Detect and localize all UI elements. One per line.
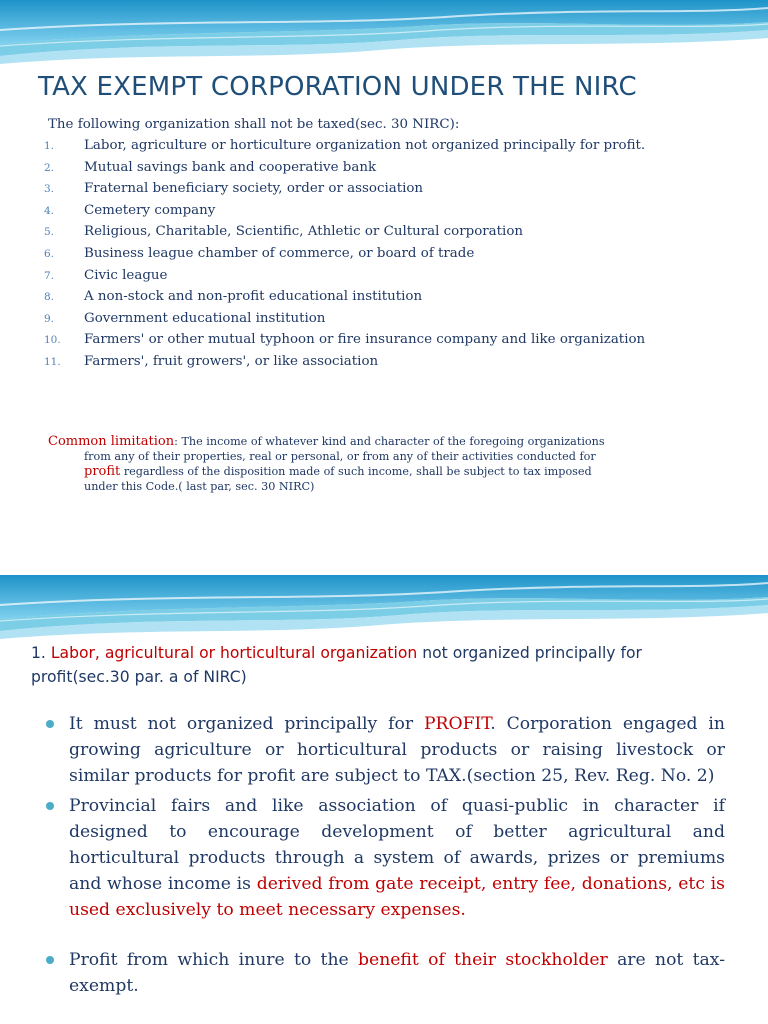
- bullet-emphasis: PROFIT: [423, 714, 491, 734]
- bullet-emphasis: benefit of their stockholder: [358, 950, 608, 970]
- bullet-text: Provincial fairs and like association of quasi-public in character if designed to encourage development of better agricultural and horticultural products through a system of awards, prizes or premiums and whose income is: [69, 796, 725, 894]
- bullet-text: are not tax-exempt.: [69, 950, 726, 996]
- common-limitation-text-3: regardless of the disposition made of such income, shall be subject to tax imposed: [120, 465, 592, 478]
- list-item: [44, 268, 704, 284]
- list-text: Farmers' or other mutual typhoon or fire insurance company and like organization: [84, 332, 646, 348]
- bullet-text: Profit from which inure to the: [69, 950, 359, 970]
- list-number: 8.: [44, 291, 55, 304]
- list-number: 11.: [44, 355, 61, 368]
- bullet-dot-icon: [46, 720, 54, 728]
- list-item: [44, 311, 704, 327]
- wave-header-graphic: [0, 575, 768, 645]
- common-limitation-text-2: from any of their properties, real or personal, or from any of their activities conducted for: [84, 450, 596, 463]
- list-number: 4.: [44, 204, 55, 217]
- list-item: [44, 138, 704, 154]
- list-item: [44, 224, 704, 240]
- list-text: Religious, Charitable, Scientific, Athletic or Cultural corporation: [84, 224, 524, 240]
- exempt-organization-list: [44, 138, 704, 376]
- list-text: Government educational institution: [84, 310, 326, 326]
- slide-2-title: [31, 641, 743, 689]
- wave-header-graphic: [0, 0, 768, 70]
- list-text: Fraternal beneficiary society, order or association: [84, 181, 424, 197]
- list-number: 2.: [44, 161, 55, 174]
- list-item: [44, 181, 704, 197]
- bullet-item: [45, 947, 725, 999]
- list-item: [44, 246, 704, 262]
- common-limitation-continuation: [48, 449, 722, 494]
- slide-separator: [0, 548, 768, 575]
- common-limitation-paragraph: [48, 434, 722, 494]
- intro-text: The following organization shall not be taxed(sec. 30 NIRC):: [48, 117, 460, 132]
- list-text: Farmers', fruit growers', or like association: [84, 353, 379, 369]
- subtitle-rest: not organized principally for profit(sec.30 par. a of NIRC): [31, 644, 642, 686]
- bullet-item: [45, 711, 725, 789]
- list-number: 9.: [44, 312, 55, 325]
- common-limitation-label: Common limitation: [48, 434, 175, 449]
- list-number: 7.: [44, 269, 55, 282]
- list-text: Labor, agriculture or horticulture organization not organized principally for profit.: [84, 138, 646, 153]
- bullet-list: [45, 711, 725, 999]
- bullet-dot-icon: [46, 802, 54, 810]
- common-limitation-text-4: under this Code.( last par, sec. 30 NIRC): [84, 480, 315, 493]
- list-text: A non-stock and non-profit educational institution: [84, 289, 423, 305]
- bullet-emphasis: derived from gate receipt, entry fee, donations, etc is used exclusively to meet necessary expenses.: [69, 874, 726, 920]
- bullet-item: [45, 793, 725, 923]
- list-text: Mutual savings bank and cooperative bank: [84, 159, 377, 175]
- list-item: [44, 289, 704, 305]
- list-item: [44, 332, 704, 348]
- list-number: 10.: [44, 334, 61, 347]
- list-item: [44, 354, 704, 370]
- bullet-text: . Corporation engaged in growing agriculture or horticultural products or raising livestock or similar products for profit are subject to TAX.(section 25, Rev. Reg. No. 2): [69, 714, 725, 786]
- list-item: [44, 160, 704, 176]
- list-number: 3.: [44, 183, 55, 196]
- bullet-dot-icon: [46, 956, 54, 964]
- subtitle-emphasis: Labor, agricultural or horticultural organization: [50, 644, 418, 662]
- list-text: Business league chamber of commerce, or board of trade: [84, 245, 475, 261]
- profit-emphasis: profit: [84, 464, 121, 479]
- slide-title: TAX EXEMPT CORPORATION UNDER THE NIRC: [38, 72, 637, 102]
- list-number: 1.: [44, 140, 55, 152]
- common-limitation-text-1: : The income of whatever kind and character of the foregoing organizations: [174, 435, 605, 448]
- list-item: [44, 203, 704, 219]
- list-number: 5.: [44, 226, 55, 239]
- subtitle-number: 1.: [31, 644, 51, 662]
- list-text: Civic league: [84, 267, 168, 283]
- bullet-text: It must not organized principally for: [69, 714, 424, 734]
- list-text: Cemetery company: [84, 202, 216, 218]
- list-number: 6.: [44, 247, 55, 260]
